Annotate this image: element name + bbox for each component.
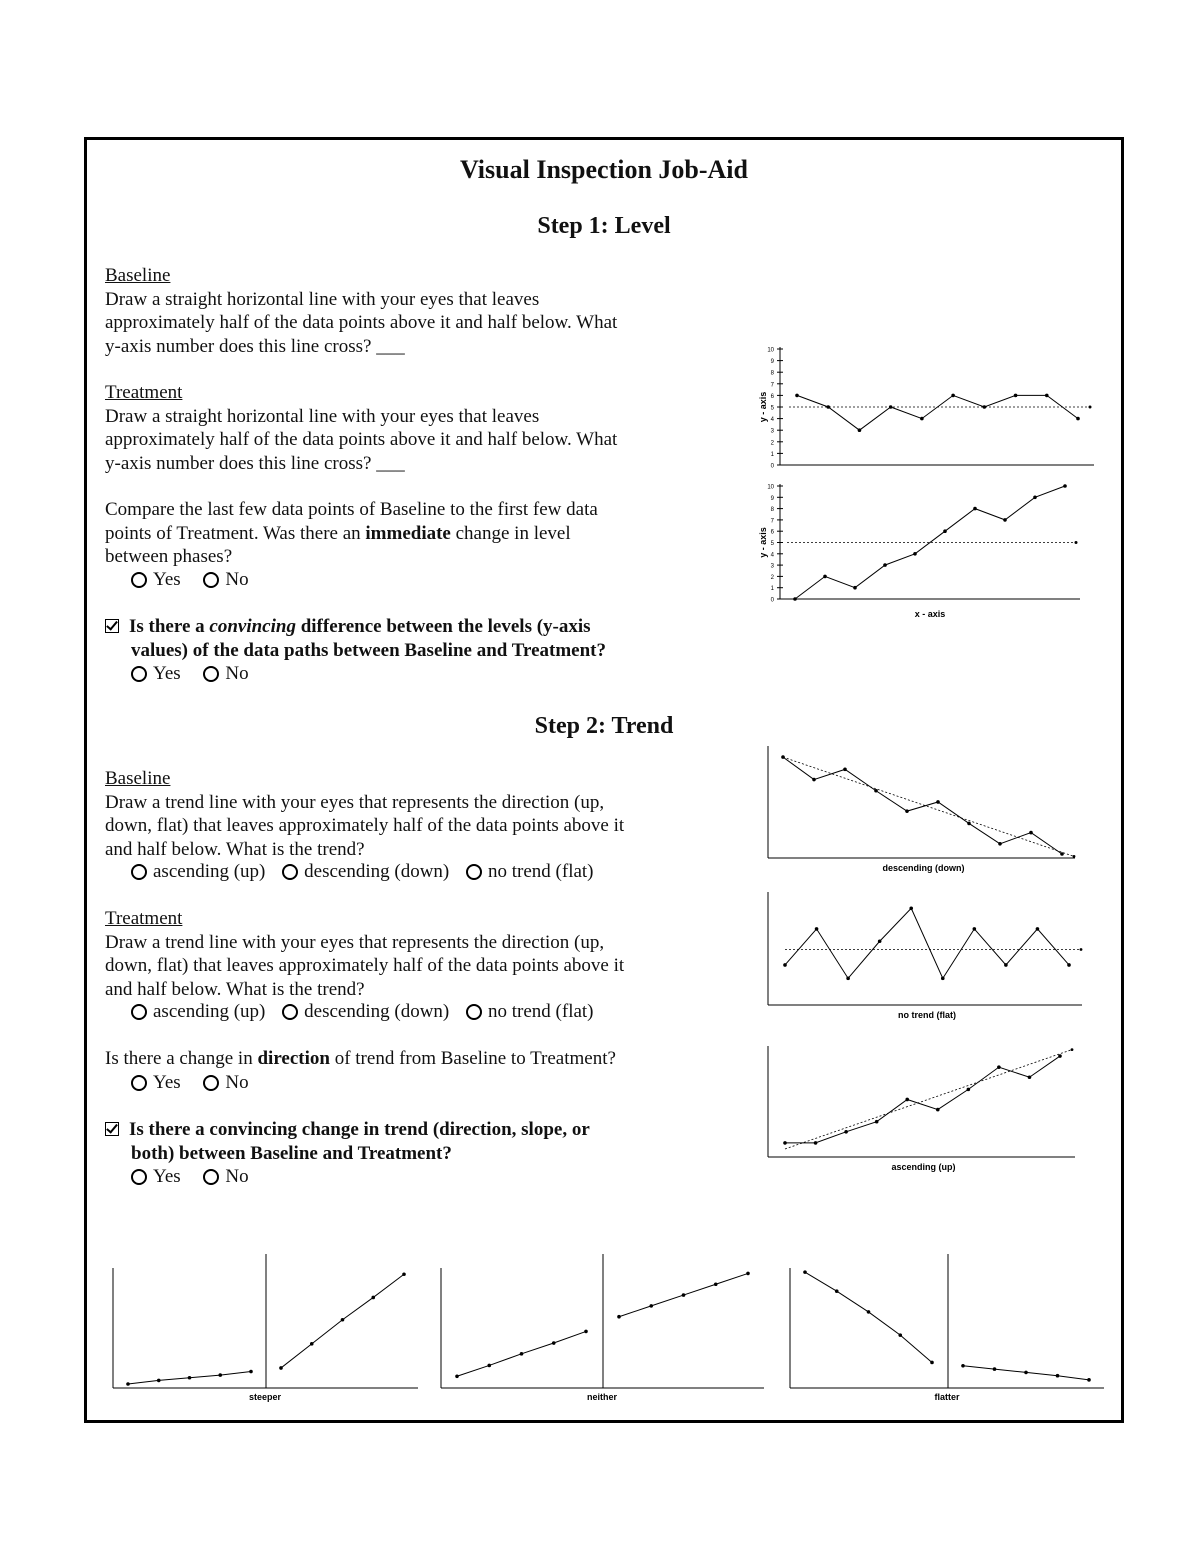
treatment-point xyxy=(1087,1378,1091,1382)
compare-emphasis: immediate xyxy=(365,522,451,544)
data-point xyxy=(783,963,787,967)
y-tick-label: 0 xyxy=(770,597,774,604)
data-point xyxy=(858,428,862,432)
baseline-point xyxy=(188,1376,192,1380)
data-point xyxy=(889,405,893,409)
chart-slope-flatter xyxy=(790,1254,1104,1402)
y-tick-label: 4 xyxy=(770,552,774,559)
baseline-point xyxy=(898,1333,902,1337)
y-tick-label: 5 xyxy=(770,541,774,547)
data-point xyxy=(874,789,878,793)
data-point xyxy=(973,507,977,511)
data-point xyxy=(951,394,955,398)
data-point xyxy=(826,405,830,409)
data-point xyxy=(812,778,816,782)
chart-level-baseline xyxy=(758,347,1094,470)
data-point xyxy=(1029,831,1033,835)
x-axis-label: neither xyxy=(586,1392,618,1402)
option-label: Yes xyxy=(153,663,181,684)
baseline-point xyxy=(218,1373,222,1377)
step2-treatment-line: Draw a trend line with your eyes that represents the direction (up, xyxy=(105,931,605,953)
data-point xyxy=(1063,484,1067,488)
treatment-point xyxy=(961,1364,965,1368)
y-tick-label: 3 xyxy=(770,563,774,570)
treatment-point xyxy=(1056,1374,1060,1378)
treatment-point xyxy=(341,1318,345,1322)
data-point xyxy=(823,575,827,579)
y-tick-label: 7 xyxy=(770,382,774,389)
treatment-point xyxy=(402,1272,406,1276)
baseline-point xyxy=(520,1352,524,1356)
step1-treatment-line: y-axis number does this line cross? ___ xyxy=(105,452,405,474)
data-point xyxy=(853,586,857,590)
trend-line-end xyxy=(1071,1048,1074,1051)
data-point xyxy=(781,755,785,759)
data-point xyxy=(814,1141,818,1145)
compare-text: change in level xyxy=(450,522,571,544)
data-point xyxy=(909,907,913,911)
y-tick-label: 4 xyxy=(770,417,774,424)
y-tick-label: 10 xyxy=(767,484,774,491)
baseline-point xyxy=(835,1289,839,1293)
step1-heading: Step 1: Level xyxy=(537,213,671,239)
data-point xyxy=(795,394,799,398)
step1-baseline-label: Baseline xyxy=(105,265,171,286)
baseline-point xyxy=(803,1270,807,1274)
step2-baseline-line: Draw a trend line with your eyes that represents the direction (up, xyxy=(105,791,605,813)
baseline-point xyxy=(552,1341,556,1345)
y-tick-label: 10 xyxy=(767,347,774,354)
baseline-point xyxy=(930,1361,934,1365)
baseline-point xyxy=(249,1370,253,1374)
question-text: Is there a xyxy=(129,616,210,637)
option-label: No xyxy=(225,1072,249,1093)
option-label: No xyxy=(225,663,249,684)
data-point xyxy=(875,1120,879,1124)
reference-line-end xyxy=(1089,406,1092,409)
step2-treatment-line: down, flat) that leaves approximately half of the data points above it xyxy=(105,955,625,976)
compare-line: Compare the last few data points of Baseline to the first few data xyxy=(105,499,598,520)
y-tick-label: 9 xyxy=(770,359,774,366)
baseline-point xyxy=(455,1374,459,1378)
question-text: of trend from Baseline to Treatment? xyxy=(329,1048,616,1069)
option-label: no trend (flat) xyxy=(488,1001,594,1022)
data-path xyxy=(797,395,1078,430)
treatment-point xyxy=(649,1304,653,1308)
data-point xyxy=(998,842,1002,846)
treatment-point xyxy=(1024,1371,1028,1375)
data-point xyxy=(936,800,940,804)
treatment-point xyxy=(279,1366,283,1370)
step2-treatment-label: Treatment xyxy=(105,908,183,929)
chart-trend-flat xyxy=(768,892,1082,1020)
baseline-point xyxy=(487,1364,491,1368)
step2-baseline-line: down, flat) that leaves approximately half of the data points above it xyxy=(105,815,625,836)
y-tick-label: 0 xyxy=(770,463,774,470)
step1-treatment-line: approximately half of the data points above it and half below. What xyxy=(105,429,618,450)
data-point xyxy=(883,563,887,567)
step2-baseline-label: Baseline xyxy=(105,768,171,789)
step2-treatment-line: and half below. What is the trend? xyxy=(105,978,365,1000)
trend-line-end xyxy=(1073,855,1076,858)
data-point xyxy=(913,552,917,556)
option-label: no trend (flat) xyxy=(488,861,594,882)
option-label: ascending (up) xyxy=(153,1001,266,1022)
data-point xyxy=(943,529,947,533)
question-emphasis: direction xyxy=(257,1048,330,1069)
data-path xyxy=(785,908,1069,978)
treatment-point xyxy=(310,1342,314,1346)
y-tick-label: 3 xyxy=(770,428,774,435)
option-label: Yes xyxy=(153,569,181,590)
step1-treatment-label: Treatment xyxy=(105,382,183,403)
data-point xyxy=(997,1065,1001,1069)
data-point xyxy=(941,977,945,981)
trend-line xyxy=(785,1050,1072,1149)
data-point xyxy=(983,405,987,409)
step1-baseline-line: y-axis number does this line cross? ___ xyxy=(105,335,405,357)
data-point xyxy=(846,977,850,981)
data-point xyxy=(967,822,971,826)
step2-heading: Step 2: Trend xyxy=(534,713,674,739)
chart-slope-steeper xyxy=(113,1254,418,1402)
option-label: No xyxy=(225,569,249,590)
baseline-point xyxy=(584,1330,588,1334)
treatment-point xyxy=(746,1272,750,1276)
treatment-point xyxy=(714,1282,718,1286)
convincing-level-line: values) of the data paths between Baseline and Treatment? xyxy=(131,639,606,661)
trend-line-end xyxy=(1080,948,1083,951)
treatment-point xyxy=(993,1367,997,1371)
data-point xyxy=(905,1098,909,1102)
question-emphasis: convincing xyxy=(209,616,296,637)
y-tick-label: 7 xyxy=(770,518,774,525)
chart-slope-neither xyxy=(441,1254,764,1402)
compare-text: points of Treatment. Was there an xyxy=(105,522,366,544)
step1-baseline-line: Draw a straight horizontal line with your eyes that leaves xyxy=(105,288,540,310)
chart-level-treatment xyxy=(758,484,1080,619)
data-point xyxy=(1060,852,1064,856)
y-tick-label: 8 xyxy=(770,507,774,514)
chart-trend-descending xyxy=(768,746,1075,873)
option-label: No xyxy=(225,1166,249,1187)
question-text: difference between the levels (y-axis xyxy=(295,616,591,637)
baseline-path xyxy=(805,1272,932,1362)
data-point xyxy=(783,1141,787,1145)
option-label: ascending (up) xyxy=(153,861,266,882)
y-tick-label: 2 xyxy=(770,574,774,581)
step2-baseline-line: and half below. What is the trend? xyxy=(105,838,365,860)
data-point xyxy=(1076,417,1080,421)
data-point xyxy=(878,939,882,943)
y-axis-label: y - axis xyxy=(758,391,768,423)
data-path xyxy=(785,1056,1060,1143)
y-tick-label: 1 xyxy=(770,451,774,458)
option-label: Yes xyxy=(153,1072,181,1093)
treatment-point xyxy=(617,1315,621,1319)
y-tick-label: 2 xyxy=(770,440,774,447)
page-title: Visual Inspection Job-Aid xyxy=(460,155,748,184)
question-text: Is there a convincing change in trend (direction, slope, or xyxy=(129,1119,590,1140)
data-point xyxy=(1003,518,1007,522)
data-point xyxy=(843,768,847,772)
data-point xyxy=(793,597,797,601)
data-point xyxy=(815,927,819,931)
data-point xyxy=(1045,394,1049,398)
question-text: Is there a change in xyxy=(105,1048,258,1069)
data-point xyxy=(1014,394,1018,398)
compare-line: between phases? xyxy=(105,546,233,567)
step1-treatment-line: Draw a straight horizontal line with your eyes that leaves xyxy=(105,405,540,427)
option-label: Yes xyxy=(153,1166,181,1187)
y-axis-label: y - axis xyxy=(758,527,768,558)
y-tick-label: 8 xyxy=(770,370,774,377)
data-point xyxy=(920,417,924,421)
y-tick-label: 6 xyxy=(770,529,774,536)
trend-line xyxy=(783,757,1074,856)
x-axis-label: steeper xyxy=(248,1392,282,1402)
convincing-trend-line: both) between Baseline and Treatment? xyxy=(131,1142,452,1164)
baseline-point xyxy=(157,1379,161,1383)
x-axis-label: flatter xyxy=(934,1392,960,1402)
treatment-point xyxy=(682,1293,686,1297)
x-axis-label: no trend (flat) xyxy=(898,1010,956,1020)
data-point xyxy=(1004,963,1008,967)
data-point xyxy=(1067,963,1071,967)
treatment-point xyxy=(371,1296,375,1300)
option-label: descending (down) xyxy=(304,861,450,882)
data-point xyxy=(905,809,909,813)
data-point xyxy=(1033,496,1037,500)
baseline-point xyxy=(126,1382,130,1386)
option-label: descending (down) xyxy=(304,1001,450,1022)
step1-baseline-line: approximately half of the data points above it and half below. What xyxy=(105,312,618,333)
data-point xyxy=(844,1130,848,1134)
data-point xyxy=(1058,1054,1062,1058)
y-tick-label: 5 xyxy=(770,405,774,412)
reference-line-end xyxy=(1075,541,1078,544)
y-tick-label: 6 xyxy=(770,393,774,400)
x-axis-label: ascending (up) xyxy=(891,1162,956,1172)
data-point xyxy=(973,927,977,931)
x-axis-label: descending (down) xyxy=(882,863,965,873)
data-point xyxy=(1036,927,1040,931)
x-axis-label: x - axis xyxy=(914,609,946,619)
baseline-point xyxy=(867,1310,871,1314)
y-tick-label: 9 xyxy=(770,495,774,502)
chart-trend-ascending xyxy=(768,1046,1075,1172)
data-point xyxy=(1028,1075,1032,1079)
data-point xyxy=(967,1088,971,1092)
data-point xyxy=(936,1108,940,1112)
y-tick-label: 1 xyxy=(770,586,774,593)
